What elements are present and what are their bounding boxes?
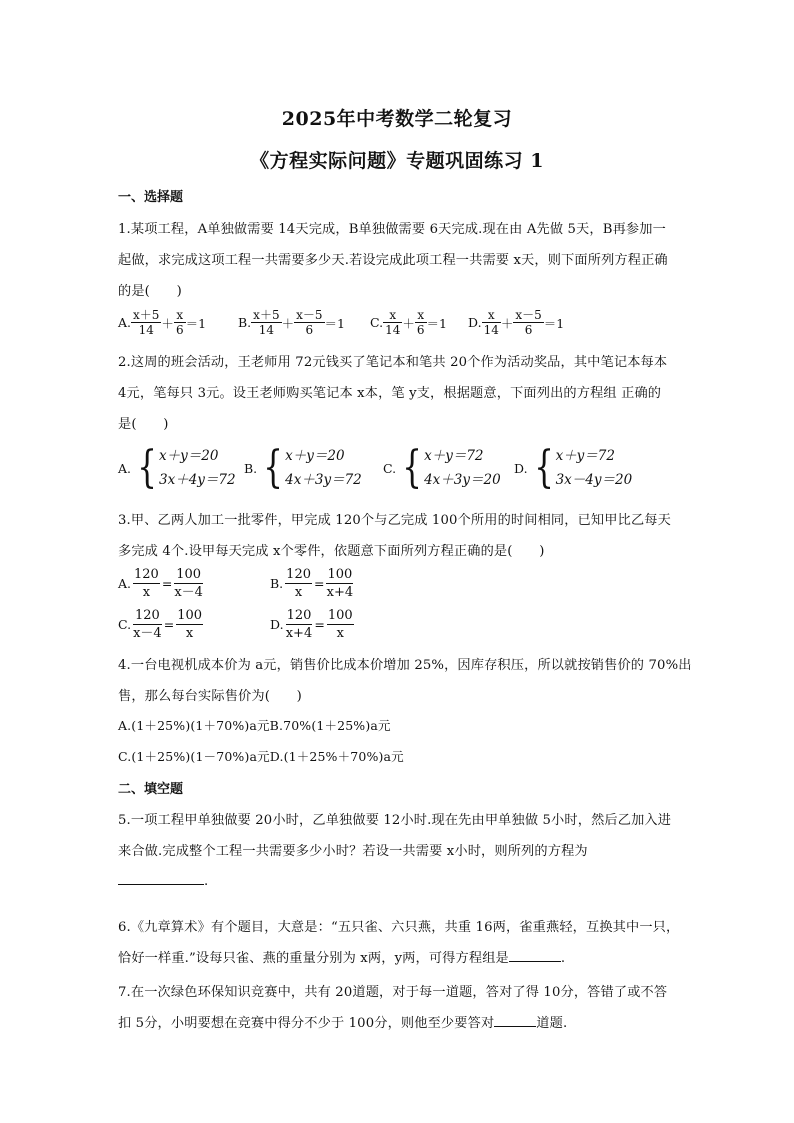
q1-option-c: C. $\frac{x}{14}$ ＋ $\frac{x}{6}$ ＝1 [370, 308, 447, 337]
q2-option-b: B. { x＋y＝20 4x＋3y＝72 [244, 442, 362, 493]
q1-line1: 1.某项工程，A单独做需要 14天完成，B单独做需要 6天完成.现在由 A先做 5天，B再参加一 [118, 222, 666, 237]
q6-answer-blank[interactable] [509, 949, 561, 962]
q2-option-c: C. { x＋y＝72 4x＋3y＝20 [383, 442, 501, 493]
section-heading-choice: 一、选择题 [118, 190, 184, 205]
q5-line1: 5.一项工程甲单独做要 20小时，乙单独做要 12小时.现在先由甲单独做 5小时，然后乙加入进 [118, 813, 672, 828]
q6-line1: 6.《九章算术》有个题目，大意是：“五只雀、六只燕，共重 16两，雀重燕轻，互换其中一只， [118, 920, 680, 935]
q1-option-d: D. $\frac{x}{14}$ ＋ $\frac{x-5}{6}$ ＝1 [468, 308, 565, 337]
q2-line3: 是( ) [118, 417, 169, 432]
q5-answer-blank[interactable] [118, 872, 204, 885]
q5-line2: 来合做.完成整个工程一共需要多少小时？若设一共需要 x小时，则所列的方程为 [118, 844, 588, 859]
q3-option-d: D. $\frac{120}{x+4}$ = $\frac{100}{x}$ [270, 608, 353, 641]
q3-option-b: B. $\frac{120}{x}$ = $\frac{100}{x+4}$ [270, 567, 354, 600]
q7-answer-blank[interactable] [494, 1014, 536, 1027]
q4-options-ab: A.(1＋25%)(1＋70%)a元B.70%(1＋25%)a元 [118, 718, 391, 733]
section-heading-fill: 二、填空题 [118, 782, 184, 797]
q6-line2: 恰好一样重.”设每只雀、燕的重量分别为 x两，y两，可得方程组是 . [118, 951, 566, 966]
q4-options-cd: C.(1＋25%)(1－70%)a元D.(1＋25%＋70%)a元 [118, 749, 404, 764]
q3-option-c: C. $\frac{120}{x-4}$ = $\frac{100}{x}$ [118, 608, 203, 641]
q7-line2: 扣 5分，小明要想在竞赛中得分不少于 100分，则他至少要答对 道题. [118, 1016, 568, 1031]
q7-line1: 7.在一次绿色环保知识竞赛中，共有 20道题，对于每一道题，答对了得 10分，答错了或不答 [118, 985, 668, 1000]
q4-line2: 售，那么每台实际售价为( ) [118, 689, 302, 704]
q1-line3: 的是( ) [118, 284, 182, 299]
q2-line2: 4元，笔每只 3元。设王老师购买笔记本 x本，笔 y支，根据题意，下面列出的方程组 正确的 [118, 386, 662, 401]
q1-option-a: A. $\frac{x+5}{14}$ ＋ $\frac{x}{6}$ ＝1 [118, 308, 207, 337]
doc-title: 2025年中考数学二轮复习 [281, 108, 513, 130]
q3-line2: 多完成 4个.设甲每天完成 x个零件，依题意下面所列方程正确的是( ) [118, 544, 545, 559]
q3-option-a: A. $\frac{120}{x}$ = $\frac{100}{x-4}$ [118, 567, 203, 600]
q2-option-d: D. { x＋y＝72 3x－4y＝20 [514, 442, 633, 493]
q1-line2: 起做，求完成这项工程一共需要多少天.若设完成此项工程一共需要 x天，则下面所列方程正确 [118, 253, 668, 268]
q4-line1: 4.一台电视机成本价为 a元，销售价比成本价增加 25%，因库存积压，所以就按销售价的 70%出 [118, 658, 692, 673]
q3-line1: 3.甲、乙两人加工一批零件，甲完成 120个与乙完成 100个所用的时间相同，已知甲比乙每天 [118, 513, 671, 528]
q2-option-a: A. { x＋y＝20 3x＋4y＝72 [118, 442, 236, 493]
q2-line1: 2.这周的班会活动，王老师用 72元钱买了笔记本和笔共 20个作为活动奖品，其中笔记本每本 [118, 355, 668, 370]
q5-answer-line: . [118, 872, 208, 889]
q1-option-b: B. $\frac{x+5}{14}$ ＋ $\frac{x-5}{6}$ ＝1 [238, 308, 345, 337]
doc-subtitle: 《方程实际问题》专题巩固练习 1 [250, 150, 544, 172]
